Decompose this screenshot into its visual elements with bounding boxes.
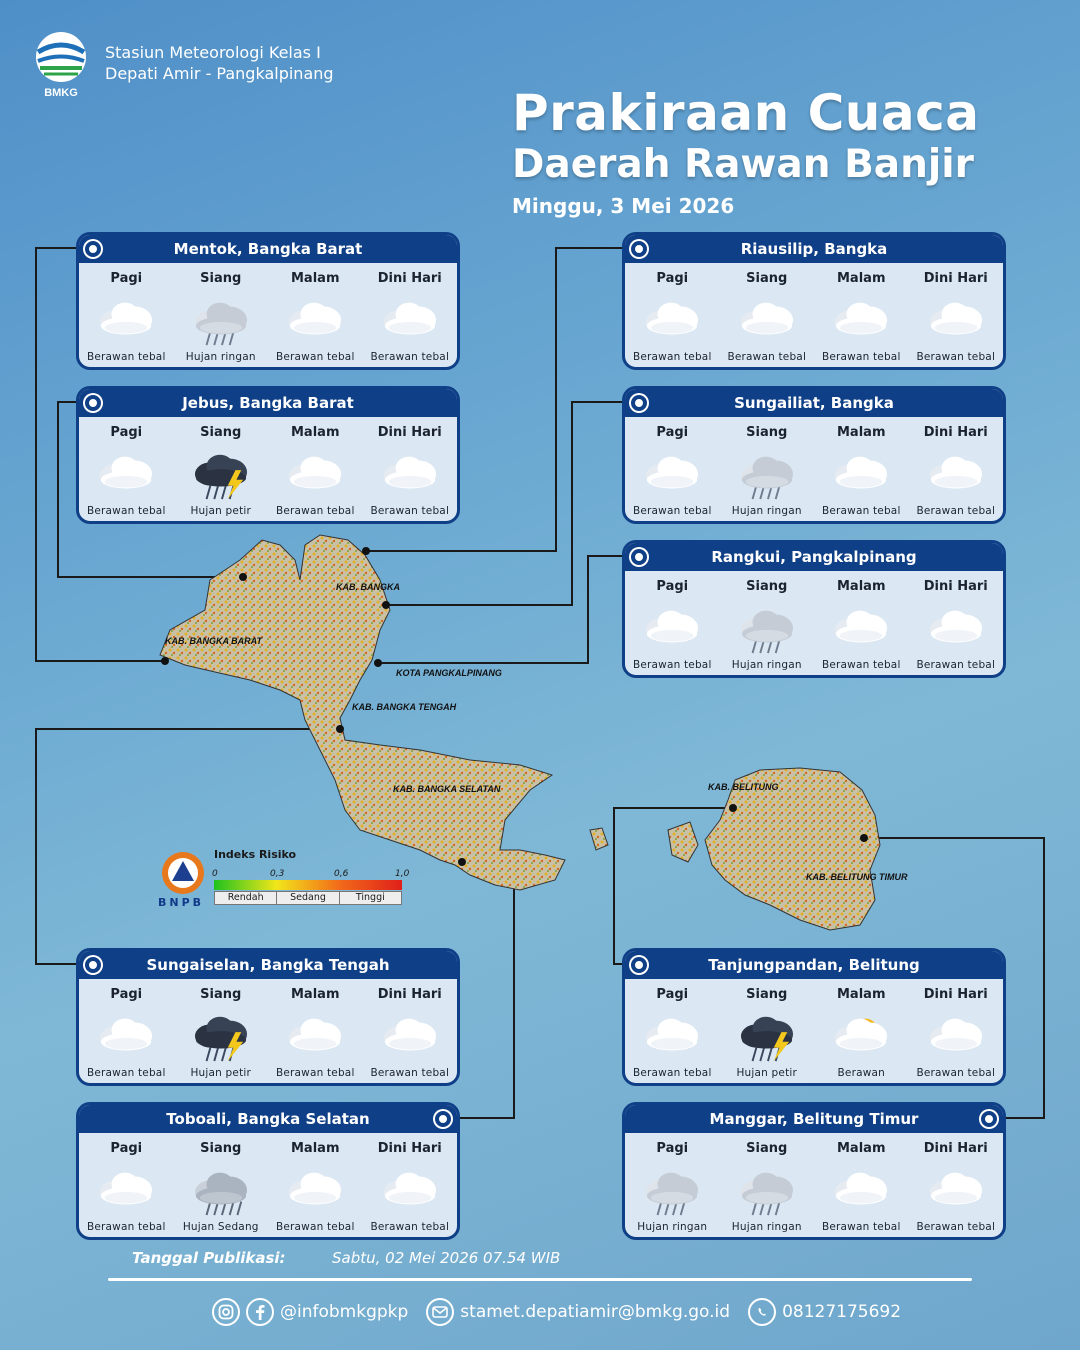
forecast-period bbox=[174, 979, 269, 1083]
location-title: Toboali, Bangka Selatan bbox=[166, 1110, 370, 1128]
condition-label: Hujan petir bbox=[736, 1067, 798, 1079]
region-label: KAB. BANGKA BARAT bbox=[165, 636, 262, 646]
light-rain-icon bbox=[732, 601, 802, 655]
cloudy-icon bbox=[826, 1163, 896, 1217]
marker-sungailiat bbox=[382, 601, 390, 609]
page-subtitle: Daerah Rawan Banjir bbox=[512, 142, 974, 187]
location-name bbox=[625, 1105, 1003, 1133]
email-icon bbox=[426, 1298, 454, 1326]
forecast-period bbox=[720, 263, 815, 367]
forecast-period bbox=[909, 263, 1004, 367]
bmkg-logo bbox=[32, 30, 90, 100]
location-name bbox=[625, 389, 1003, 417]
period-label: Malam bbox=[291, 1141, 340, 1156]
period-label: Siang bbox=[200, 1141, 242, 1156]
connector-dot bbox=[631, 549, 647, 565]
period-label: Siang bbox=[746, 987, 788, 1002]
period-label: Siang bbox=[746, 271, 788, 286]
cloudy-icon bbox=[732, 293, 802, 347]
forecast-period bbox=[79, 263, 174, 367]
marker-mentok bbox=[161, 657, 169, 665]
condition-label: Berawan tebal bbox=[821, 659, 901, 671]
legend-tick: 0,6 bbox=[334, 869, 349, 879]
forecast-period bbox=[625, 263, 720, 367]
thunderstorm-icon bbox=[186, 447, 256, 501]
forecast-period bbox=[363, 979, 458, 1083]
light-rain-icon bbox=[732, 1163, 802, 1217]
instagram-icon[interactable] bbox=[212, 1298, 240, 1326]
forecast-card bbox=[622, 232, 1006, 370]
period-label: Siang bbox=[200, 271, 242, 286]
cloudy-icon bbox=[637, 447, 707, 501]
connector-dot bbox=[85, 241, 101, 257]
period-label: Siang bbox=[200, 987, 242, 1002]
location-title: Tanjungpandan, Belitung bbox=[708, 956, 920, 974]
cloudy-icon bbox=[280, 447, 350, 501]
condition-label: Berawan tebal bbox=[86, 505, 166, 517]
connector-dot bbox=[981, 1111, 997, 1127]
condition-label: Berawan tebal bbox=[370, 351, 450, 363]
region-label: KAB. BANGKA TENGAH bbox=[352, 702, 457, 712]
condition-label: Hujan ringan bbox=[731, 659, 802, 671]
period-label: Pagi bbox=[110, 987, 143, 1002]
cloudy-icon bbox=[921, 447, 991, 501]
condition-label: Berawan tebal bbox=[632, 1067, 712, 1079]
light-rain-icon bbox=[732, 447, 802, 501]
forecast-period bbox=[79, 979, 174, 1083]
facebook-icon[interactable] bbox=[246, 1298, 274, 1326]
location-name bbox=[79, 389, 457, 417]
condition-label: Hujan ringan bbox=[185, 351, 256, 363]
condition-label: Berawan tebal bbox=[370, 1067, 450, 1079]
location-title: Riausilip, Bangka bbox=[740, 240, 888, 258]
location-title: Manggar, Belitung Timur bbox=[709, 1110, 919, 1128]
legend-title: Indeks Risiko bbox=[214, 848, 297, 861]
condition-label: Berawan tebal bbox=[916, 1221, 996, 1233]
location-title: Mentok, Bangka Barat bbox=[173, 240, 363, 258]
connector-dot bbox=[631, 241, 647, 257]
cloudy-icon bbox=[637, 601, 707, 655]
forecast-period bbox=[720, 979, 815, 1083]
forecast-period bbox=[79, 1133, 174, 1237]
period-label: Dini Hari bbox=[377, 425, 442, 440]
legend-categories bbox=[214, 891, 402, 905]
partly-cloudy-icon bbox=[826, 1009, 896, 1063]
condition-label: Berawan bbox=[837, 1067, 885, 1079]
condition-label: Berawan tebal bbox=[632, 505, 712, 517]
period-label: Malam bbox=[837, 987, 886, 1002]
forecast-card bbox=[76, 948, 460, 1086]
condition-label: Hujan ringan bbox=[637, 1221, 708, 1233]
forecast-period bbox=[268, 979, 363, 1083]
condition-label: Berawan tebal bbox=[86, 1067, 166, 1079]
forecast-period bbox=[720, 1133, 815, 1237]
location-title: Sungaiselan, Bangka Tengah bbox=[146, 956, 390, 974]
condition-label: Berawan tebal bbox=[275, 1067, 355, 1079]
forecast-period bbox=[814, 1133, 909, 1237]
period-label: Siang bbox=[746, 579, 788, 594]
legend-tick: 0 bbox=[212, 869, 218, 879]
footer-divider bbox=[108, 1278, 972, 1281]
cloudy-icon bbox=[637, 1009, 707, 1063]
location-name bbox=[625, 951, 1003, 979]
forecast-period bbox=[625, 571, 720, 675]
period-label: Malam bbox=[291, 987, 340, 1002]
connector-dot bbox=[85, 957, 101, 973]
forecast-period bbox=[625, 979, 720, 1083]
legend-gradient-bar bbox=[214, 880, 402, 890]
condition-label: Berawan tebal bbox=[916, 659, 996, 671]
condition-label: Berawan tebal bbox=[727, 351, 807, 363]
cloudy-icon bbox=[375, 293, 445, 347]
forecast-period bbox=[174, 1133, 269, 1237]
condition-label: Berawan tebal bbox=[86, 351, 166, 363]
condition-label: Berawan tebal bbox=[821, 1221, 901, 1233]
page-title: Prakiraan Cuaca bbox=[512, 84, 980, 142]
period-label: Malam bbox=[837, 579, 886, 594]
region-label: KAB. BANGKA SELATAN bbox=[393, 784, 501, 794]
publication-label: Tanggal Publikasi: bbox=[132, 1249, 286, 1267]
forecast-period bbox=[363, 1133, 458, 1237]
marker-toboali bbox=[458, 858, 466, 866]
forecast-period bbox=[363, 417, 458, 521]
forecast-period bbox=[720, 571, 815, 675]
condition-label: Berawan tebal bbox=[275, 351, 355, 363]
social-handle[interactable]: @infobmkgpkp bbox=[280, 1302, 409, 1322]
marker-manggar bbox=[860, 834, 868, 842]
forecast-period bbox=[720, 417, 815, 521]
period-label: Pagi bbox=[110, 425, 143, 440]
station-line-1: Stasiun Meteorologi Kelas I bbox=[105, 43, 321, 62]
cloudy-icon bbox=[921, 293, 991, 347]
forecast-period bbox=[174, 417, 269, 521]
condition-label: Berawan tebal bbox=[370, 1221, 450, 1233]
connector-dot bbox=[631, 957, 647, 973]
cloudy-icon bbox=[91, 1163, 161, 1217]
cloudy-icon bbox=[921, 1009, 991, 1063]
period-label: Malam bbox=[837, 425, 886, 440]
marker-riausilip bbox=[362, 547, 370, 555]
location-title: Sungailiat, Bangka bbox=[734, 394, 894, 412]
region-label: KAB. BANGKA bbox=[336, 582, 400, 592]
condition-label: Hujan petir bbox=[190, 505, 252, 517]
condition-label: Hujan ringan bbox=[731, 505, 802, 517]
contact-footer bbox=[212, 1296, 919, 1328]
period-label: Siang bbox=[200, 425, 242, 440]
forecast-period bbox=[268, 417, 363, 521]
forecast-period bbox=[814, 263, 909, 367]
bnpb-logo bbox=[160, 850, 206, 896]
period-label: Malam bbox=[291, 425, 340, 440]
email-address[interactable]: stamet.depatiamir@bmkg.go.id bbox=[460, 1302, 731, 1322]
period-label: Pagi bbox=[110, 271, 143, 286]
location-title: Jebus, Bangka Barat bbox=[182, 394, 354, 412]
period-label: Dini Hari bbox=[377, 271, 442, 286]
condition-label: Berawan tebal bbox=[275, 1221, 355, 1233]
period-label: Siang bbox=[746, 1141, 788, 1156]
location-name bbox=[79, 235, 457, 263]
bnpb-text: BNPB bbox=[158, 896, 205, 909]
marker-sungaiselan bbox=[336, 725, 344, 733]
condition-label: Berawan tebal bbox=[821, 505, 901, 517]
marker-jebus bbox=[239, 573, 247, 581]
publication-date: Sabtu, 02 Mei 2026 07.54 WIB bbox=[332, 1249, 561, 1267]
connector-dot bbox=[435, 1111, 451, 1127]
legend-tick: 0,3 bbox=[270, 869, 285, 879]
condition-label: Hujan petir bbox=[190, 1067, 252, 1079]
cloudy-icon bbox=[91, 1009, 161, 1063]
condition-label: Hujan ringan bbox=[731, 1221, 802, 1233]
forecast-period bbox=[174, 263, 269, 367]
marker-tanjungpandan bbox=[729, 804, 737, 812]
cloudy-icon bbox=[280, 293, 350, 347]
forecast-card bbox=[76, 232, 460, 370]
legend-category: Sedang bbox=[277, 892, 339, 904]
forecast-card bbox=[622, 540, 1006, 678]
legend-tick: 1,0 bbox=[395, 869, 410, 879]
forecast-period bbox=[268, 1133, 363, 1237]
moderate-rain-icon bbox=[186, 1163, 256, 1217]
forecast-period bbox=[909, 979, 1004, 1083]
period-label: Dini Hari bbox=[923, 271, 988, 286]
forecast-period bbox=[268, 263, 363, 367]
connector-dot bbox=[85, 395, 101, 411]
forecast-period bbox=[79, 417, 174, 521]
cloudy-icon bbox=[637, 293, 707, 347]
forecast-period bbox=[625, 417, 720, 521]
condition-label: Berawan tebal bbox=[370, 505, 450, 517]
whatsapp-icon bbox=[748, 1298, 776, 1326]
period-label: Pagi bbox=[110, 1141, 143, 1156]
location-name bbox=[79, 951, 457, 979]
forecast-card bbox=[622, 1102, 1006, 1240]
location-name bbox=[625, 235, 1003, 263]
phone-number[interactable]: 08127175692 bbox=[782, 1302, 902, 1322]
forecast-period bbox=[814, 571, 909, 675]
station-name bbox=[105, 42, 334, 84]
connector-dot bbox=[631, 395, 647, 411]
light-rain-icon bbox=[186, 293, 256, 347]
forecast-period bbox=[909, 417, 1004, 521]
period-label: Dini Hari bbox=[377, 1141, 442, 1156]
forecast-period bbox=[814, 979, 909, 1083]
location-title: Rangkui, Pangkalpinang bbox=[711, 548, 917, 566]
region-label: KAB. BELITUNG TIMUR bbox=[806, 872, 908, 882]
condition-label: Berawan tebal bbox=[275, 505, 355, 517]
light-rain-icon bbox=[637, 1163, 707, 1217]
forecast-date: Minggu, 3 Mei 2026 bbox=[512, 194, 735, 218]
condition-label: Hujan Sedang bbox=[182, 1221, 259, 1233]
forecast-card bbox=[76, 1102, 460, 1240]
cloudy-icon bbox=[826, 447, 896, 501]
forecast-period bbox=[814, 417, 909, 521]
period-label: Dini Hari bbox=[377, 987, 442, 1002]
legend-category: Tinggi bbox=[355, 892, 385, 903]
cloudy-icon bbox=[375, 1009, 445, 1063]
forecast-card bbox=[622, 948, 1006, 1086]
condition-label: Berawan tebal bbox=[916, 1067, 996, 1079]
period-label: Pagi bbox=[656, 987, 689, 1002]
location-name bbox=[625, 543, 1003, 571]
condition-label: Berawan tebal bbox=[916, 351, 996, 363]
forecast-period bbox=[363, 263, 458, 367]
marker-rangkui bbox=[374, 659, 382, 667]
period-label: Malam bbox=[837, 271, 886, 286]
cloudy-icon bbox=[921, 601, 991, 655]
islet bbox=[668, 822, 698, 862]
period-label: Dini Hari bbox=[923, 987, 988, 1002]
period-label: Malam bbox=[291, 271, 340, 286]
legend-category: Rendah bbox=[215, 892, 277, 904]
cloudy-icon bbox=[375, 447, 445, 501]
region-label: KOTA PANGKALPINANG bbox=[396, 668, 502, 678]
connector-rangkui bbox=[378, 556, 635, 663]
condition-label: Berawan tebal bbox=[632, 659, 712, 671]
period-label: Dini Hari bbox=[923, 1141, 988, 1156]
cloudy-icon bbox=[921, 1163, 991, 1217]
forecast-period bbox=[625, 1133, 720, 1237]
period-label: Pagi bbox=[656, 271, 689, 286]
logo-text: BMKG bbox=[44, 87, 78, 99]
condition-label: Berawan tebal bbox=[916, 505, 996, 517]
cloudy-icon bbox=[91, 293, 161, 347]
forecast-card bbox=[76, 386, 460, 524]
region-label: KAB. BELITUNG bbox=[708, 782, 779, 792]
cloudy-icon bbox=[280, 1009, 350, 1063]
period-label: Dini Hari bbox=[923, 579, 988, 594]
forecast-period bbox=[909, 571, 1004, 675]
period-label: Dini Hari bbox=[923, 425, 988, 440]
station-line-2: Depati Amir - Pangkalpinang bbox=[105, 64, 334, 83]
belitung-island bbox=[705, 768, 880, 930]
cloudy-icon bbox=[280, 1163, 350, 1217]
cloudy-icon bbox=[826, 601, 896, 655]
cloudy-icon bbox=[826, 293, 896, 347]
cloudy-icon bbox=[91, 447, 161, 501]
risk-legend bbox=[158, 846, 408, 912]
forecast-period bbox=[909, 1133, 1004, 1237]
location-name bbox=[79, 1105, 457, 1133]
period-label: Siang bbox=[746, 425, 788, 440]
cloudy-icon bbox=[375, 1163, 445, 1217]
condition-label: Berawan tebal bbox=[86, 1221, 166, 1233]
condition-label: Berawan tebal bbox=[821, 351, 901, 363]
period-label: Pagi bbox=[656, 425, 689, 440]
period-label: Pagi bbox=[656, 579, 689, 594]
period-label: Malam bbox=[837, 1141, 886, 1156]
condition-label: Berawan tebal bbox=[632, 351, 712, 363]
thunderstorm-icon bbox=[186, 1009, 256, 1063]
period-label: Pagi bbox=[656, 1141, 689, 1156]
thunderstorm-icon bbox=[732, 1009, 802, 1063]
forecast-card bbox=[622, 386, 1006, 524]
islet bbox=[590, 828, 608, 850]
